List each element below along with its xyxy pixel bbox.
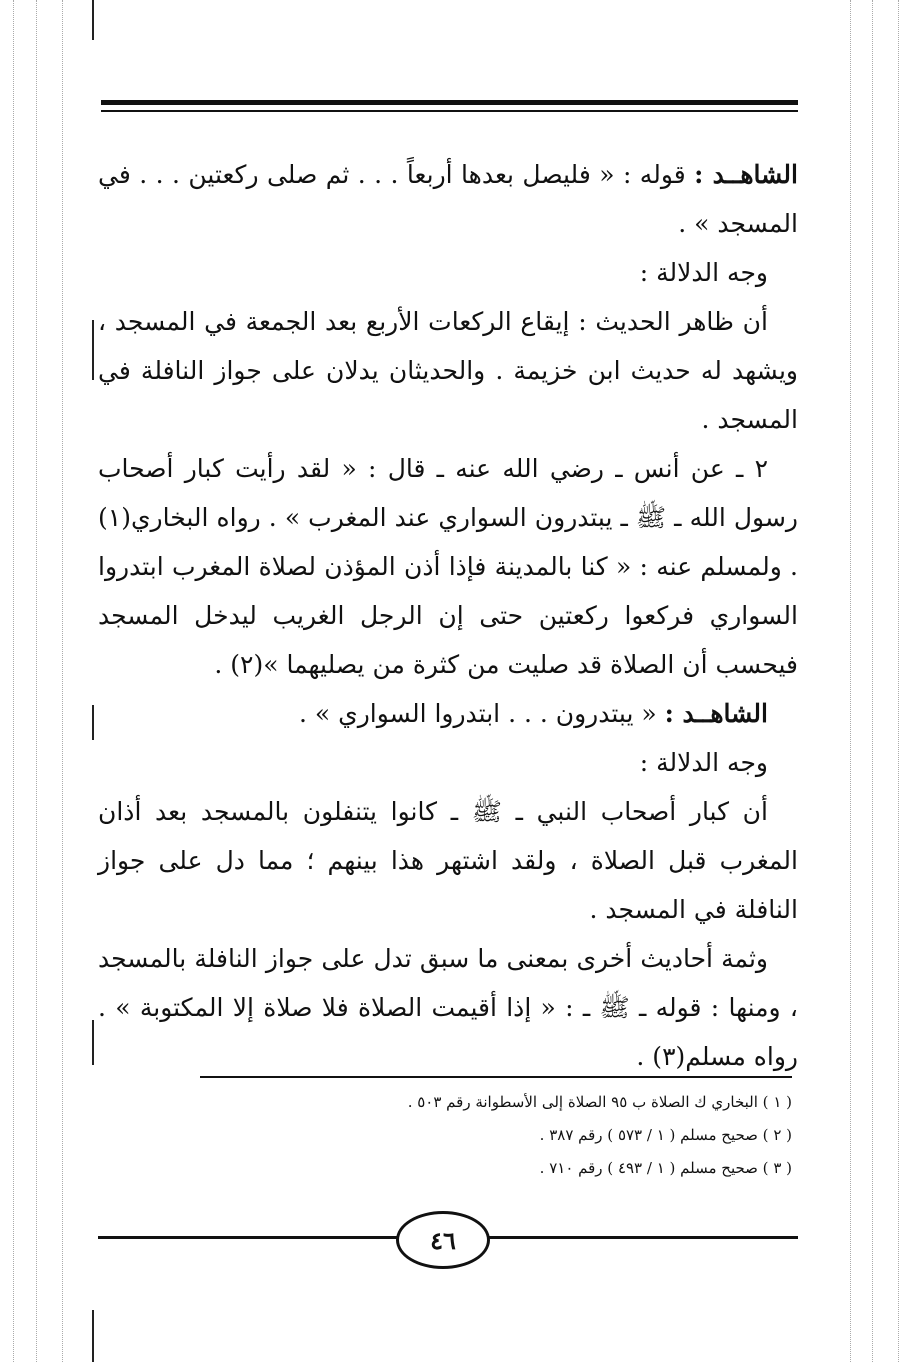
- header-rule: [101, 110, 798, 112]
- scan-margin-line: [92, 1020, 94, 1065]
- paragraph: أن كبار أصحاب النبي ـ ﷺ ـ كانوا يتنفلون بالمسجد بعد أذان المغرب قبل الصلاة ، ولقد اشتهر هذا بينهم ؛ مما دل على جواز النافلة في المسجد .: [98, 797, 798, 924]
- paragraph: ٢ ـ عن أنس ـ رضي الله عنه ـ قال : « لقد رأيت كبار أصحاب رسول الله ـ ﷺ ـ يبتدرون السواري عند المغرب » . رواه البخاري(١) . ولمسلم عنه : « كنا بالمدينة فإذا أذن المؤذن لصلاة المغرب ابتدروا السواري فركعوا ركعتين حتى إن الرجل الغريب ليدخل المسجد فيحسب أن الصلاة قد صليت من كثرة من يصليهما »(٢) .: [98, 454, 798, 679]
- scan-margin-line: [92, 0, 94, 40]
- scan-dots: [872, 0, 873, 1362]
- scan-dots: [898, 0, 899, 1362]
- paragraph-text: « يبتدرون . . . ابتدروا السواري » .: [299, 699, 665, 728]
- footnote: ( ١ ) البخاري ك الصلاة ب ٩٥ الصلاة إلى الأسطوانة رقم ٥٠٣ .: [407, 1093, 792, 1111]
- header-rule: [101, 100, 798, 105]
- scan-dots: [36, 0, 37, 1362]
- scan-dots: [13, 0, 14, 1362]
- footnote-rule: [200, 1076, 792, 1078]
- scan-margin-line: [92, 705, 94, 740]
- paragraph-lead: الشاهــد :: [694, 160, 798, 189]
- page-body: [98, 150, 798, 1081]
- paragraph-lead: الشاهــد :: [664, 699, 768, 728]
- scan-dots: [62, 0, 63, 1362]
- page-number: ٤٦: [396, 1211, 490, 1269]
- scan-margin-line: [92, 320, 94, 380]
- footnote: ( ٢ ) صحيح مسلم ( ١ / ٥٧٣ ) رقم ٣٨٧ .: [539, 1126, 792, 1144]
- paragraph: أن ظاهر الحديث : إيقاع الركعات الأربع بعد الجمعة في المسجد ، ويشهد له حديث ابن خزيمة . والحديثان يدلان على جواز النافلة في المسجد .: [98, 307, 798, 434]
- paragraph: [98, 150, 798, 248]
- footer-rule: [98, 1236, 398, 1239]
- section-heading: وجه الدلالة :: [639, 258, 768, 287]
- scan-margin-line: [92, 1310, 94, 1362]
- paragraph-text: قوله : « فليصل بعدها أربعاً . . . ثم صلى ركعتين . . . في المسجد » .: [98, 160, 798, 238]
- footnote: ( ٣ ) صحيح مسلم ( ١ / ٤٩٣ ) رقم ٧١٠ .: [539, 1159, 792, 1177]
- section-heading: وجه الدلالة :: [639, 748, 768, 777]
- scan-dots: [850, 0, 851, 1362]
- paragraph: [98, 689, 798, 738]
- footnotes: [200, 1086, 792, 1185]
- footer-rule: [486, 1236, 798, 1239]
- paragraph: وثمة أحاديث أخرى بمعنى ما سبق تدل على جواز النافلة بالمسجد ، ومنها : قوله ـ ﷺ ـ : « إذا أقيمت الصلاة فلا صلاة إلا المكتوبة » . رواه مسلم(٣) .: [98, 944, 798, 1071]
